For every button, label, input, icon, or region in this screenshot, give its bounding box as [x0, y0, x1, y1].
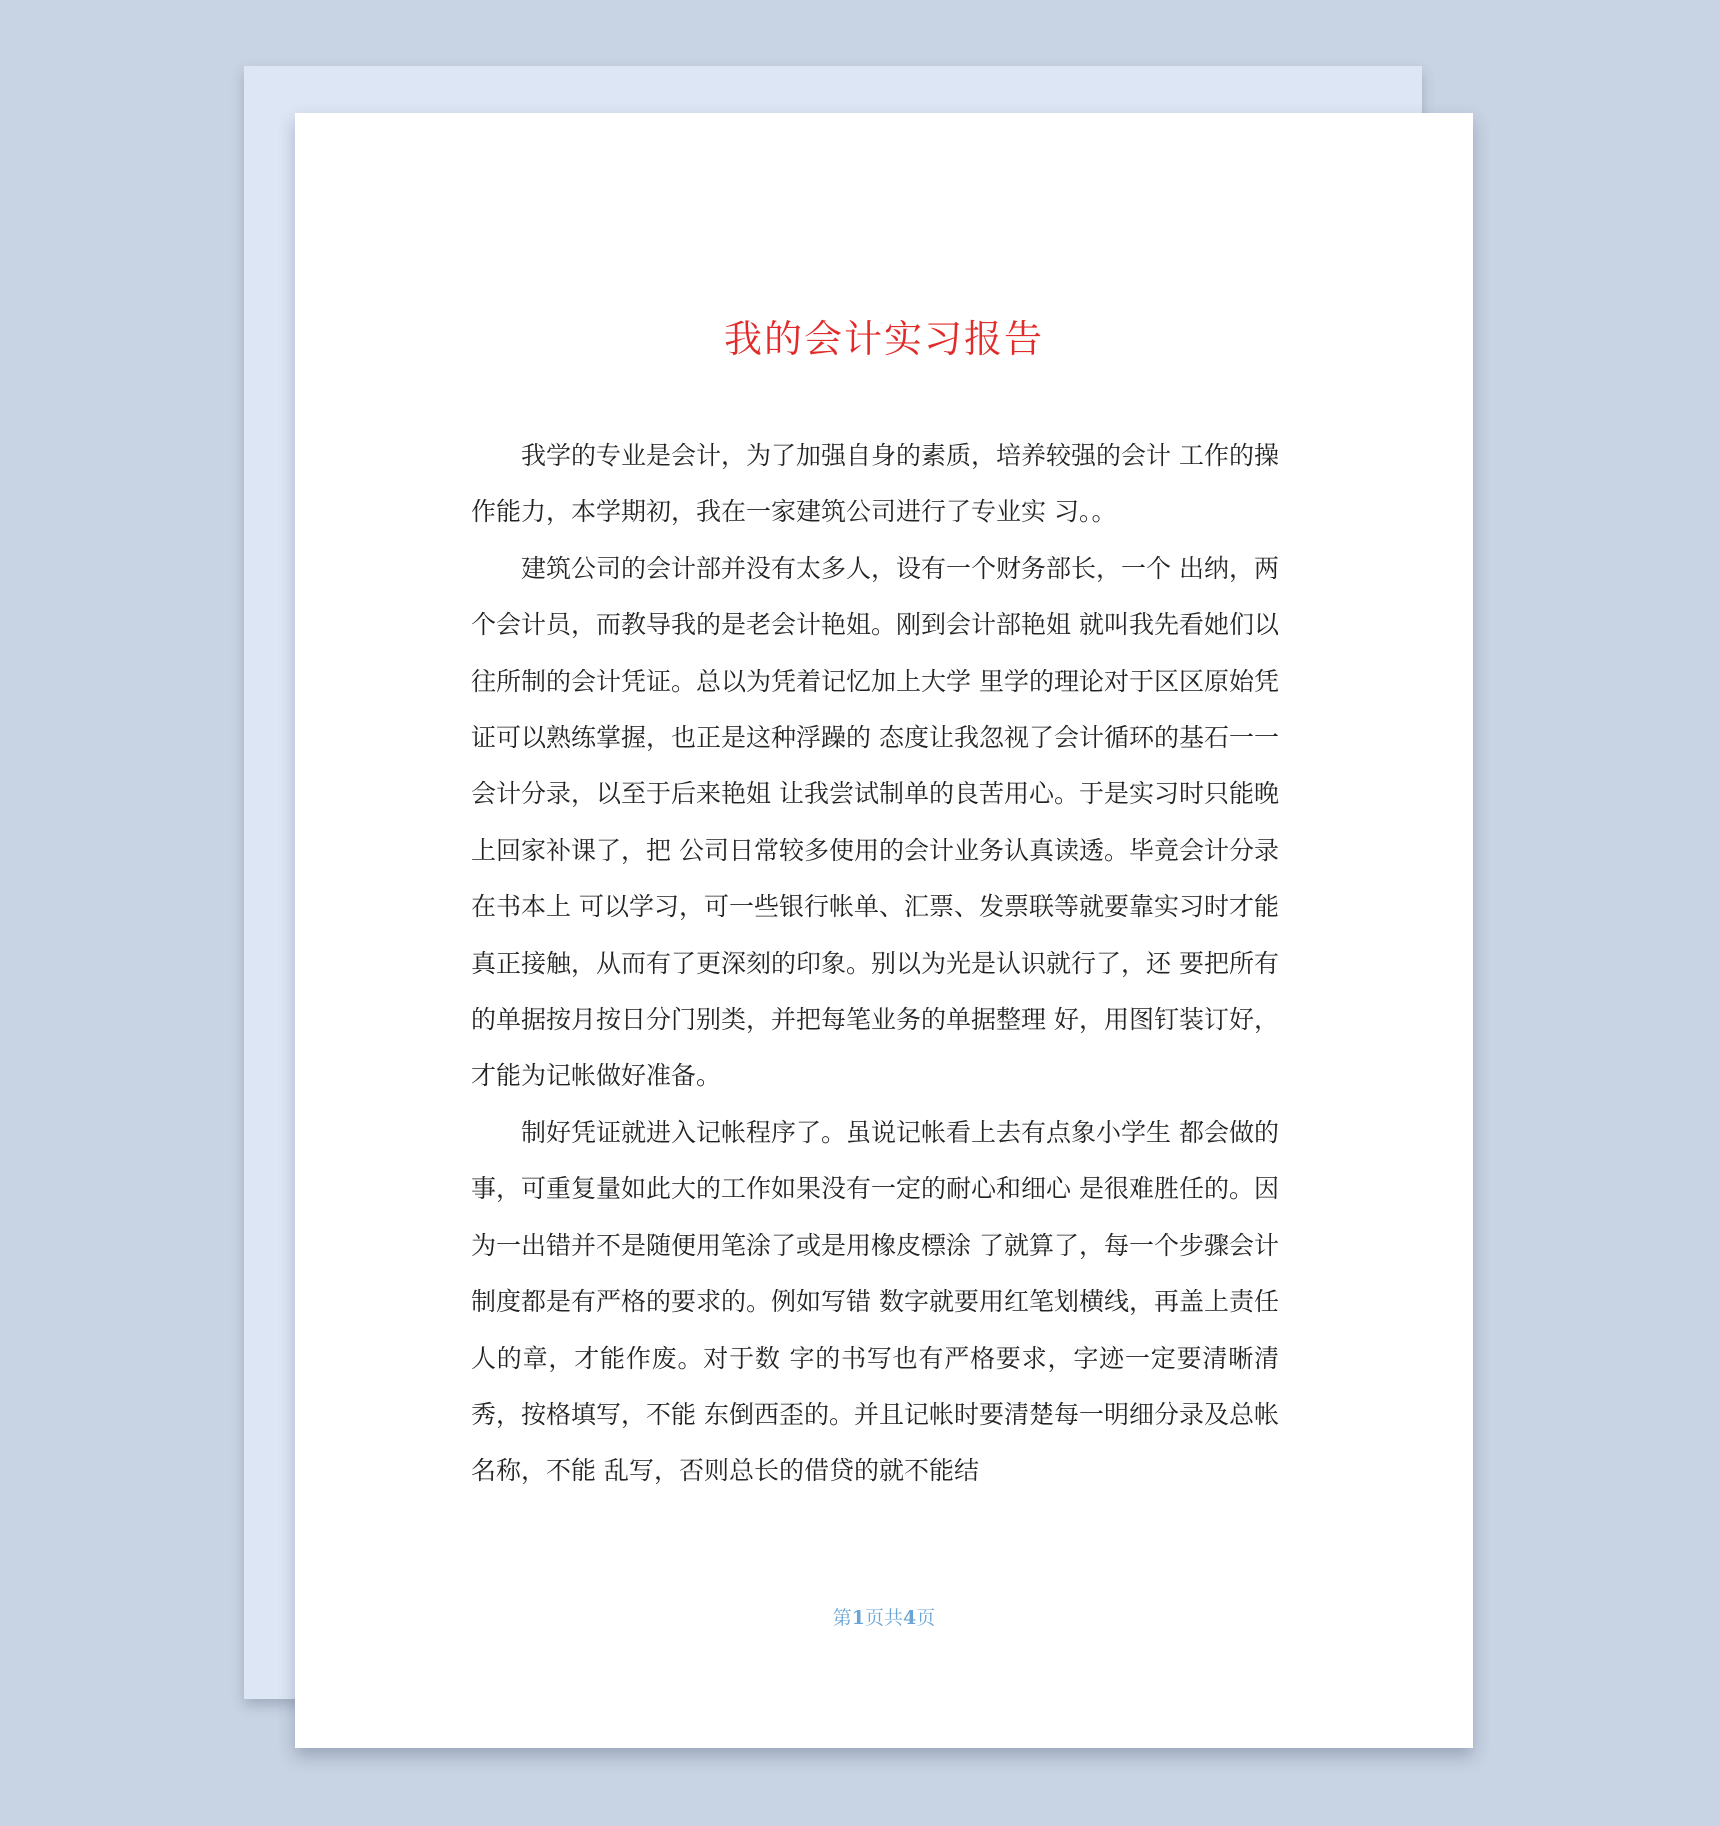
- current-page-number: 1: [851, 1607, 865, 1629]
- document-title: 我的会计实习报告: [723, 317, 1044, 361]
- paragraph-3: 制好凭证就进入记帐程序了。虽说记帐看上去有点象小学生 都会做的事，可重复量如此大的工作如果没有一定的耐心和细心 是很难胜任的。因为一出错并不是随便用笔涂了或是用橡皮標涂 了就算了，每一个步骤会计制度都是有严格的要求的。例如写错 数字就要用红笔划横线，再盖上责任人的章，才能作废。对于数 字的书写也有严格要求，字迹一定要清晰清秀，按格填写，不能 东倒西歪的。并且记帐时要清楚每一明细分录及总帐名称，不能 乱写，否则总长的借贷的就不能结: [471, 1117, 1279, 1486]
- document-body: [471, 428, 1279, 1500]
- page-number-footer: [295, 1603, 1473, 1630]
- page-footer-suffix: 页: [916, 1607, 936, 1629]
- total-page-count: 4: [903, 1607, 917, 1629]
- document-page: [295, 113, 1473, 1748]
- paragraph-2: 建筑公司的会计部并没有太多人，设有一个财务部长，一个 出纳，两个会计员，而教导我的是老会计艳姐。刚到会计部艳姐 就叫我先看她们以往所制的会计凭证。总以为凭着记忆加上大学 里学的理论对于区区原始凭证可以熟练掌握，也正是这种浮躁的 态度让我忽视了会计循环的基石一一会计分录，以至于后来艳姐 让我尝试制单的良苦用心。于是实习时只能晚上回家补课了，把 公司日常较多使用的会计业务认真读透。毕竟会计分录在书本上 可以学习，可一些银行帐单、汇票、发票联等就要靠实习时才能 真正接触，从而有了更深刻的印象。别以为光是认识就行了，还 要把所有的单据按月按日分门别类，并把每笔业务的单据整理 好，用图钉装订好，才能为记帐做好准备。: [471, 553, 1279, 1091]
- page-footer-middle: 页共: [864, 1607, 903, 1629]
- paragraph-1: 我学的专业是会计，为了加强自身的素质，培养较强的会计 工作的操作能力，本学期初，我在一家建筑公司进行了专业实 习。。: [471, 441, 1279, 527]
- page-footer-prefix: 第: [832, 1607, 852, 1629]
